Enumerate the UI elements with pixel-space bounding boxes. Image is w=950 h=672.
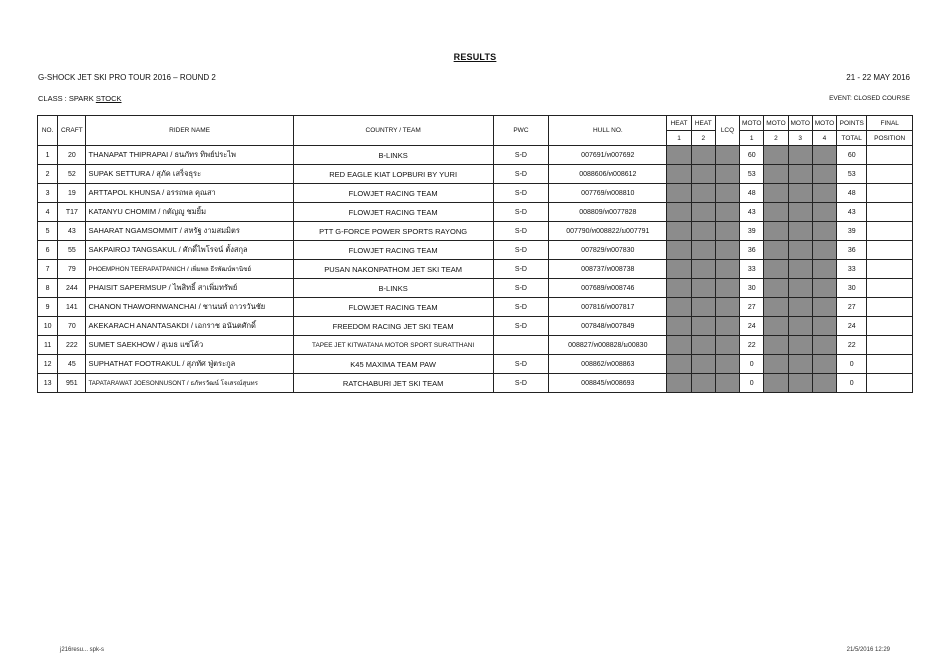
col-moto-3-num: 3	[788, 131, 812, 146]
cell-final	[867, 260, 913, 279]
cell-lcq	[715, 298, 739, 317]
cell-team: TAPEE JET KITWATANA MOTOR SPORT SURATTHANI	[293, 336, 493, 355]
cell-heat-1	[667, 298, 691, 317]
cell-heat-2	[691, 317, 715, 336]
cell-final	[867, 203, 913, 222]
cell-moto-3	[788, 241, 812, 260]
cell-pwc: S-D	[493, 241, 549, 260]
cell-heat-1	[667, 184, 691, 203]
cell-moto-3	[788, 146, 812, 165]
cell-lcq	[715, 279, 739, 298]
cell-moto-4	[812, 146, 836, 165]
cell-team: FLOWJET RACING TEAM	[293, 298, 493, 317]
col-moto-1: MOTO	[740, 116, 764, 131]
cell-hull: 007689/ท008746	[549, 279, 667, 298]
cell-no: 5	[38, 222, 58, 241]
col-no: NO.	[38, 116, 58, 146]
cell-pwc: S-D	[493, 374, 549, 393]
table-row	[38, 260, 913, 279]
table-row	[38, 222, 913, 241]
table-row	[38, 374, 913, 393]
cell-heat-2	[691, 260, 715, 279]
cell-hull: 0088606/ท008612	[549, 165, 667, 184]
cell-no: 1	[38, 146, 58, 165]
cell-moto-4	[812, 203, 836, 222]
cell-moto-1: 48	[740, 184, 764, 203]
cell-total: 53	[837, 165, 867, 184]
cell-team: B-LINKS	[293, 279, 493, 298]
col-moto-3: MOTO	[788, 116, 812, 131]
results-table	[37, 115, 913, 393]
cell-moto-1: 30	[740, 279, 764, 298]
cell-moto-3	[788, 355, 812, 374]
cell-rider: SAHARAT NGAMSOMMIT / สหรัฐ งามสมมิตร	[86, 222, 293, 241]
table-row	[38, 317, 913, 336]
cell-heat-1	[667, 260, 691, 279]
cell-moto-3	[788, 222, 812, 241]
cell-team: FLOWJET RACING TEAM	[293, 203, 493, 222]
cell-no: 7	[38, 260, 58, 279]
event-date: 21 - 22 MAY 2016	[846, 73, 910, 82]
cell-heat-1	[667, 241, 691, 260]
col-country: COUNTRY / TEAM	[293, 116, 493, 146]
cell-pwc: S-D	[493, 165, 549, 184]
cell-moto-3	[788, 279, 812, 298]
cell-hull: 007816/ท007817	[549, 298, 667, 317]
cell-craft: 951	[58, 374, 86, 393]
table-row	[38, 336, 913, 355]
cell-final	[867, 222, 913, 241]
cell-pwc: S-D	[493, 184, 549, 203]
cell-pwc: S-D	[493, 146, 549, 165]
col-lcq: LCQ	[715, 116, 739, 146]
cell-no: 4	[38, 203, 58, 222]
cell-moto-1: 24	[740, 317, 764, 336]
class-prefix: CLASS : SPARK	[38, 94, 96, 103]
cell-craft: T17	[58, 203, 86, 222]
col-position: POSITION	[867, 131, 913, 146]
cell-heat-1	[667, 336, 691, 355]
cell-final	[867, 355, 913, 374]
cell-lcq	[715, 355, 739, 374]
cell-lcq	[715, 241, 739, 260]
cell-final	[867, 146, 913, 165]
cell-craft: 19	[58, 184, 86, 203]
cell-rider: PHOEMPHON TEERAPATPANICH / เพิ่มพล ธีรพัฒน์พานิชย์	[86, 260, 293, 279]
cell-team: PUSAN NAKONPATHOM JET SKI TEAM	[293, 260, 493, 279]
cell-total: 24	[837, 317, 867, 336]
cell-rider: PHAISIT SAPERMSUP / ไพสิทธิ์ สาเพิ่มทรัพย์	[86, 279, 293, 298]
cell-lcq	[715, 203, 739, 222]
cell-hull: 008862/ท008863	[549, 355, 667, 374]
cell-craft: 79	[58, 260, 86, 279]
cell-moto-2	[764, 146, 788, 165]
cell-moto-2	[764, 336, 788, 355]
cell-moto-3	[788, 184, 812, 203]
cell-hull: 007848/ท007849	[549, 317, 667, 336]
cell-lcq	[715, 317, 739, 336]
cell-rider: CHANON THAWORNWANCHAI / ชานนท์ ถาวรวันชัย	[86, 298, 293, 317]
table-row	[38, 184, 913, 203]
cell-moto-2	[764, 184, 788, 203]
col-final: FINAL	[867, 116, 913, 131]
cell-final	[867, 317, 913, 336]
col-heat-1: HEAT	[667, 116, 691, 131]
cell-moto-1: 0	[740, 355, 764, 374]
cell-pwc: S-D	[493, 317, 549, 336]
cell-total: 27	[837, 298, 867, 317]
cell-pwc: S-D	[493, 222, 549, 241]
table-row	[38, 298, 913, 317]
page-title: RESULTS	[453, 52, 497, 62]
cell-pwc: S-D	[493, 298, 549, 317]
table-row	[38, 279, 913, 298]
col-moto-1-num: 1	[740, 131, 764, 146]
col-pwc: PWC	[493, 116, 549, 146]
cell-team: RATCHABURI JET SKI TEAM	[293, 374, 493, 393]
cell-pwc: S-D	[493, 355, 549, 374]
cell-moto-3	[788, 298, 812, 317]
cell-no: 11	[38, 336, 58, 355]
cell-rider: THANAPAT THIPRAPAI / ธนภัทร ทิพย์ประไพ	[86, 146, 293, 165]
cell-total: 48	[837, 184, 867, 203]
cell-heat-2	[691, 146, 715, 165]
cell-moto-4	[812, 241, 836, 260]
class-stock: STOCK	[95, 94, 122, 103]
cell-moto-2	[764, 355, 788, 374]
cell-team: K45 MAXIMA TEAM PAW	[293, 355, 493, 374]
cell-heat-2	[691, 355, 715, 374]
col-hull: HULL NO.	[549, 116, 667, 146]
cell-craft: 222	[58, 336, 86, 355]
cell-total: 0	[837, 374, 867, 393]
cell-rider: SUMET SAEKHOW / สุเมธ แซ่โค้ว	[86, 336, 293, 355]
cell-heat-1	[667, 279, 691, 298]
table-row	[38, 203, 913, 222]
col-moto-4: MOTO	[812, 116, 836, 131]
col-total: TOTAL	[837, 131, 867, 146]
cell-total: 0	[837, 355, 867, 374]
cell-team: FREEDOM RACING JET SKI TEAM	[293, 317, 493, 336]
cell-moto-4	[812, 165, 836, 184]
cell-moto-3	[788, 336, 812, 355]
cell-rider: AKEKARACH ANANTASAKDI / เอกราช อนันตศักดิ์	[86, 317, 293, 336]
cell-pwc: S-D	[493, 203, 549, 222]
cell-heat-2	[691, 222, 715, 241]
cell-hull: 008809/ท0077828	[549, 203, 667, 222]
cell-hull: 008827/ท008828/ม00830	[549, 336, 667, 355]
cell-team: B-LINKS	[293, 146, 493, 165]
cell-craft: 52	[58, 165, 86, 184]
cell-moto-3	[788, 165, 812, 184]
cell-total: 30	[837, 279, 867, 298]
cell-moto-2	[764, 241, 788, 260]
cell-moto-2	[764, 317, 788, 336]
cell-moto-3	[788, 374, 812, 393]
cell-moto-3	[788, 260, 812, 279]
cell-no: 2	[38, 165, 58, 184]
cell-heat-1	[667, 146, 691, 165]
cell-lcq	[715, 222, 739, 241]
cell-moto-4	[812, 298, 836, 317]
cell-heat-2	[691, 298, 715, 317]
cell-pwc	[493, 336, 549, 355]
cell-final	[867, 184, 913, 203]
cell-moto-4	[812, 336, 836, 355]
cell-moto-4	[812, 260, 836, 279]
col-heat-2-num: 2	[691, 131, 715, 146]
cell-moto-4	[812, 317, 836, 336]
cell-lcq	[715, 184, 739, 203]
cell-heat-2	[691, 241, 715, 260]
class-label	[38, 94, 122, 103]
cell-hull: 008845/ท008693	[549, 374, 667, 393]
cell-no: 9	[38, 298, 58, 317]
cell-hull: 007769/ท008810	[549, 184, 667, 203]
cell-team: RED EAGLE KIAT LOPBURI BY YURI	[293, 165, 493, 184]
cell-rider: ARTTAPOL KHUNSA / อรรถพล คุณสา	[86, 184, 293, 203]
col-heat-2: HEAT	[691, 116, 715, 131]
cell-moto-2	[764, 374, 788, 393]
cell-craft: 244	[58, 279, 86, 298]
cell-heat-2	[691, 165, 715, 184]
cell-final	[867, 374, 913, 393]
cell-final	[867, 336, 913, 355]
cell-rider: KATANYU CHOMIM / กตัญญู ชมยิ้ม	[86, 203, 293, 222]
col-heat-1-num: 1	[667, 131, 691, 146]
cell-team: FLOWJET RACING TEAM	[293, 241, 493, 260]
cell-rider: TAPATARAWAT JOESONNUSONT / ธภัทรวัฒน์ โจเสรณ์สุนทร	[86, 374, 293, 393]
cell-no: 10	[38, 317, 58, 336]
cell-heat-1	[667, 222, 691, 241]
cell-moto-4	[812, 279, 836, 298]
cell-rider: SUPHATHAT FOOTRAKUL / สุภทัศ ฟู่ตระกูล	[86, 355, 293, 374]
cell-no: 8	[38, 279, 58, 298]
cell-craft: 55	[58, 241, 86, 260]
cell-moto-1: 43	[740, 203, 764, 222]
table-row	[38, 241, 913, 260]
cell-craft: 45	[58, 355, 86, 374]
table-row	[38, 146, 913, 165]
cell-moto-2	[764, 260, 788, 279]
cell-heat-2	[691, 203, 715, 222]
cell-moto-1: 60	[740, 146, 764, 165]
cell-moto-2	[764, 222, 788, 241]
cell-team: FLOWJET RACING TEAM	[293, 184, 493, 203]
cell-moto-4	[812, 374, 836, 393]
cell-final	[867, 241, 913, 260]
cell-moto-3	[788, 203, 812, 222]
cell-final	[867, 279, 913, 298]
cell-total: 36	[837, 241, 867, 260]
col-points: POINTS	[837, 116, 867, 131]
cell-craft: 20	[58, 146, 86, 165]
cell-team: PTT G-FORCE POWER SPORTS RAYONG	[293, 222, 493, 241]
cell-moto-1: 22	[740, 336, 764, 355]
cell-craft: 70	[58, 317, 86, 336]
cell-moto-2	[764, 298, 788, 317]
cell-moto-1: 39	[740, 222, 764, 241]
cell-pwc: S-D	[493, 260, 549, 279]
cell-lcq	[715, 260, 739, 279]
col-craft: CRAFT	[58, 116, 86, 146]
table-row	[38, 355, 913, 374]
cell-heat-1	[667, 203, 691, 222]
footer-timestamp: 21/5/2016 12:29	[846, 647, 890, 653]
cell-lcq	[715, 146, 739, 165]
cell-heat-2	[691, 184, 715, 203]
cell-moto-1: 27	[740, 298, 764, 317]
col-rider: RIDER NAME	[86, 116, 293, 146]
cell-rider: SUPAK SETTURA / สุภัค เสร็จธุระ	[86, 165, 293, 184]
cell-lcq	[715, 165, 739, 184]
cell-moto-4	[812, 355, 836, 374]
cell-moto-2	[764, 279, 788, 298]
cell-moto-2	[764, 203, 788, 222]
cell-total: 22	[837, 336, 867, 355]
cell-hull: 007790/ท008822/ม007791	[549, 222, 667, 241]
cell-no: 12	[38, 355, 58, 374]
cell-hull: 007691/ท007692	[549, 146, 667, 165]
cell-total: 39	[837, 222, 867, 241]
cell-no: 3	[38, 184, 58, 203]
cell-craft: 141	[58, 298, 86, 317]
cell-lcq	[715, 336, 739, 355]
cell-heat-1	[667, 317, 691, 336]
cell-rider: SAKPAIROJ TANGSAKUL / ศักดิ์ไพโรจน์ ตั้งสกุล	[86, 241, 293, 260]
cell-heat-1	[667, 374, 691, 393]
cell-moto-1: 0	[740, 374, 764, 393]
footer-file: j216resu... spk-s	[60, 647, 105, 653]
event-type: EVENT: CLOSED COURSE	[829, 95, 910, 102]
cell-final	[867, 165, 913, 184]
cell-moto-1: 33	[740, 260, 764, 279]
cell-moto-2	[764, 165, 788, 184]
cell-total: 60	[837, 146, 867, 165]
cell-heat-2	[691, 336, 715, 355]
col-moto-4-num: 4	[812, 131, 836, 146]
cell-hull: 007829/ท007830	[549, 241, 667, 260]
col-moto-2: MOTO	[764, 116, 788, 131]
cell-no: 6	[38, 241, 58, 260]
table-row	[38, 165, 913, 184]
cell-moto-4	[812, 184, 836, 203]
cell-moto-3	[788, 317, 812, 336]
cell-no: 13	[38, 374, 58, 393]
cell-pwc: S-D	[493, 279, 549, 298]
cell-total: 33	[837, 260, 867, 279]
cell-heat-1	[667, 355, 691, 374]
cell-heat-2	[691, 279, 715, 298]
cell-moto-1: 53	[740, 165, 764, 184]
cell-moto-4	[812, 222, 836, 241]
cell-lcq	[715, 374, 739, 393]
cell-heat-1	[667, 165, 691, 184]
cell-moto-1: 36	[740, 241, 764, 260]
cell-total: 43	[837, 203, 867, 222]
col-moto-2-num: 2	[764, 131, 788, 146]
cell-heat-2	[691, 374, 715, 393]
cell-hull: 008737/ท008738	[549, 260, 667, 279]
cell-final	[867, 298, 913, 317]
event-name: G-SHOCK JET SKI PRO TOUR 2016 – ROUND 2	[38, 73, 216, 82]
cell-craft: 43	[58, 222, 86, 241]
